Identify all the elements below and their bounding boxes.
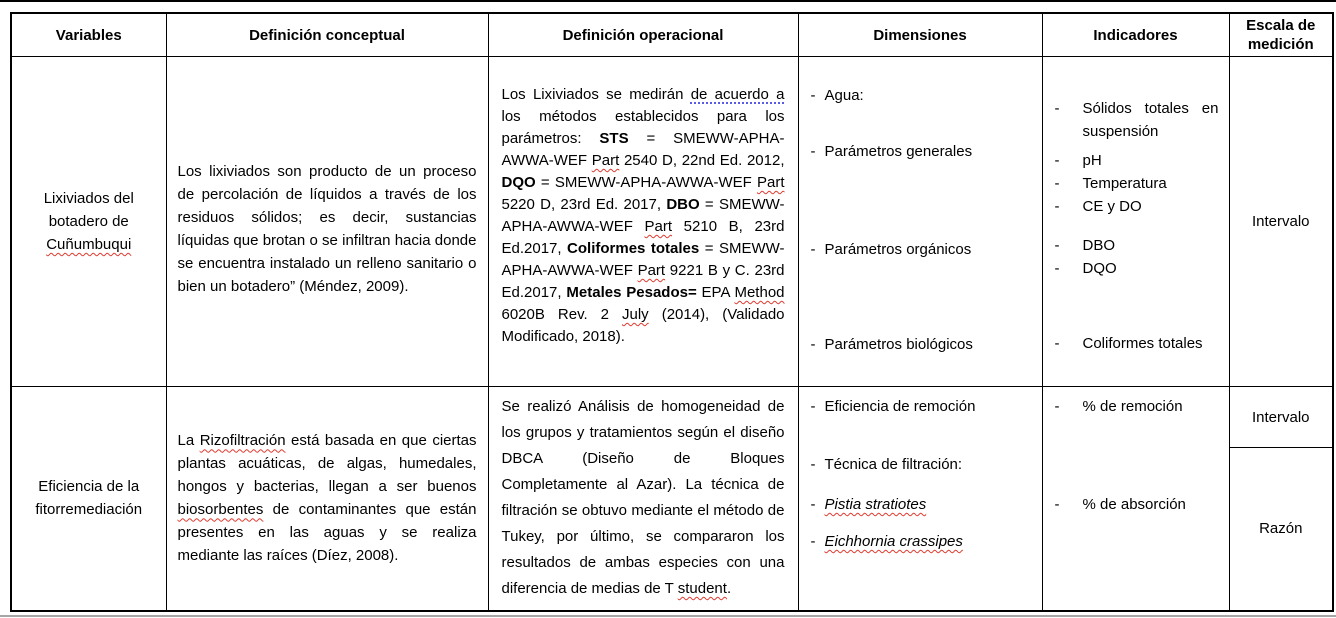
cell-dimensiones-eficiencia xyxy=(798,387,1042,611)
header-escala-medicion: Escala de medición xyxy=(1229,13,1333,57)
cell-indicadores-eficiencia xyxy=(1042,387,1229,611)
header-dimensiones: Dimensiones xyxy=(798,13,1042,57)
list-item: - Eichhornia crassipes xyxy=(811,531,1034,553)
cell-conceptual-eficiencia: La Rizofiltración está basada en que ciertas plantas acuáticas, de algas, humedales, hongos y bacterias, llegan a ser buenos biosorbentes de contaminantes que están presentes en las aguas y se realiza mediante las raíces (Díez, 2008). xyxy=(166,387,488,611)
list-item: - Parámetros biológicos xyxy=(811,334,1034,356)
list-item: - Eficiencia de remoción xyxy=(811,396,1034,418)
cell-variable-eficiencia: Eficiencia de la fitorremediación xyxy=(11,387,166,611)
list-item: - % de remoción xyxy=(1055,396,1219,418)
list-item: - pH xyxy=(1055,149,1219,172)
header-definicion-operacional: Definición operacional xyxy=(488,13,798,57)
cell-escala-lixiviados: Intervalo xyxy=(1229,57,1333,387)
page-top-rule xyxy=(0,0,1336,2)
cell-operacional-eficiencia: Se realizó Análisis de homogeneidad de los grupos y tratamientos según el diseño DBCA (Diseño de Bloques Completamente al Azar). La técnica de filtración se obtuvo mediante el método de Tukey, por último, se compararon los resultados de ambas especies con una diferencia de medias de T student. xyxy=(488,387,798,611)
list-item: - Sólidos totales en suspensión xyxy=(1055,97,1219,143)
list-item: - Parámetros orgánicos xyxy=(811,239,1034,261)
page-bottom-rule xyxy=(0,615,1336,617)
header-definicion-conceptual: Definición conceptual xyxy=(166,13,488,57)
cell-operacional-lixiviados: Los Lixiviados se medirán de acuerdo a los métodos establecidos para los parámetros: STS = SMEWW-APHA-AWWA-WEF Part 2540 D, 22nd Ed. 2012, DQO = SMEWW-APHA-AWWA-WEF Part 5220 D, 23rd Ed. 2017, DBO = SMEWW-APHA-AWWA-WEF Part 5210 B, 23rd Ed.2017, Coliformes totales = SMEWW-APHA-AWWA-WEF Part 9221 B y C. 23rd Ed.2017, Metales Pesados= EPA Method 6020B Rev. 2 July (2014), (Validado Modificado, 2018). xyxy=(488,57,798,387)
list-item: - Parámetros generales xyxy=(811,141,1034,163)
cell-conceptual-lixiviados: Los lixiviados son producto de un proceso de percolación de líquidos a través de los residuos sólidos; es decir, sustancias líquidas que brotan o se infiltran hacia donde se encuentra instalado un relleno sanitario o bien un botadero” (Méndez, 2009). xyxy=(166,57,488,387)
header-indicadores: Indicadores xyxy=(1042,13,1229,57)
list-item: - Pistia stratiotes xyxy=(811,494,1034,516)
row-lixiviados xyxy=(11,57,1333,387)
list-item: - Técnica de filtración: xyxy=(811,454,1034,476)
operationalization-table xyxy=(10,12,1334,612)
list-item: - % de absorción xyxy=(1055,494,1219,516)
list-item: - DQO xyxy=(1055,257,1219,280)
list-item: - Temperatura xyxy=(1055,172,1219,195)
row-eficiencia-upper xyxy=(11,387,1333,448)
cell-indicadores-lixiviados xyxy=(1042,57,1229,387)
list-item: - DBO xyxy=(1055,234,1219,257)
cell-variable-lixiviados: Lixiviados del botadero de Cuñumbuqui xyxy=(11,57,166,387)
list-item: - Coliformes totales xyxy=(1055,332,1219,355)
header-variables: Variables xyxy=(11,13,166,57)
header-row xyxy=(11,13,1333,57)
list-item: - Agua: xyxy=(811,85,1034,107)
cell-escala-eficiencia-intervalo: Intervalo xyxy=(1229,387,1333,448)
cell-dimensiones-lixiviados xyxy=(798,57,1042,387)
cell-escala-eficiencia-razon: Razón xyxy=(1229,448,1333,611)
list-item: - CE y DO xyxy=(1055,195,1219,218)
